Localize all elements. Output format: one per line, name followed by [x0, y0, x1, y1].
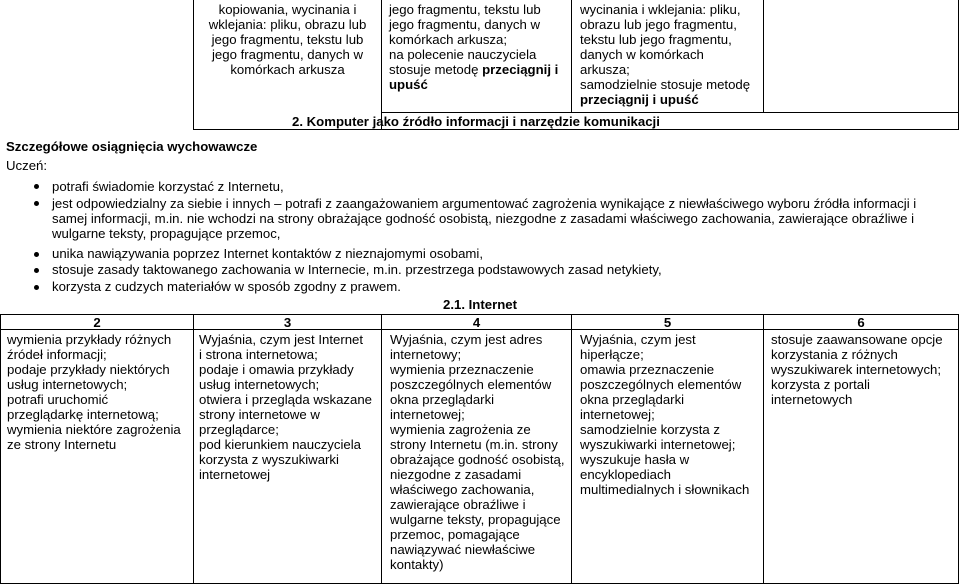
- text-line: wymienia zagrożenia ze: [390, 422, 531, 437]
- text-line: zawierające obraźliwe i: [390, 497, 526, 512]
- list-item: [52, 179, 952, 194]
- text-line: arkusza;: [580, 62, 630, 77]
- text-line: hiperłącze;: [580, 347, 644, 362]
- grade-header: 4: [472, 315, 481, 330]
- list-item: [52, 262, 952, 277]
- text-line: internetowych: [771, 392, 853, 407]
- text-line: encyklopediach: [580, 467, 671, 482]
- text-line: ze strony Internetu: [7, 437, 117, 452]
- text-line: jego fragmentu, tekstu lub: [211, 32, 364, 47]
- text-line: pod kierunkiem nauczyciela: [199, 437, 361, 452]
- text-line: wklejania: pliku, obrazu lub: [208, 17, 367, 32]
- table-border: [381, 314, 382, 584]
- text-line: poszczególnych elementów: [390, 377, 552, 392]
- text-line: obrażające godność osobistą,: [390, 452, 565, 467]
- bullet-icon: [34, 285, 39, 290]
- text-line: przeglądarce;: [199, 422, 279, 437]
- grade-cell-6: [771, 332, 957, 407]
- grade-header: 2: [93, 315, 101, 330]
- text-line: i strona internetowa;: [199, 347, 318, 362]
- text-line: wyszukiwarki internetowej;: [580, 437, 736, 452]
- grade-cell-5: [580, 332, 762, 497]
- top-cell-col-b: [389, 2, 569, 92]
- text-line: wymienia przykłady różnych: [7, 332, 172, 347]
- top-cell-col-a: [194, 2, 381, 77]
- text-line: Wyjaśnia, czym jest Internet: [199, 332, 364, 347]
- text-line: przeglądarkę internetową;: [7, 407, 159, 422]
- section-title: 2. Komputer jako źródło informacji i narzędzie komunikacji: [292, 114, 660, 129]
- text-line: potrafi świadomie korzystać z Internetu,: [52, 179, 284, 194]
- text-line: stosuje zaawansowane opcje: [771, 332, 943, 347]
- text-line: internetowej: [199, 467, 271, 482]
- text-line: samodzielnie korzysta z: [580, 422, 720, 437]
- subsection-title: 2.1. Internet: [442, 297, 518, 312]
- text-segment: stosuje metodę: [389, 62, 479, 77]
- table-border: [381, 112, 959, 113]
- text-line: wyszukuje hasła w: [580, 452, 690, 467]
- text-line: komórkach arkusza: [230, 62, 345, 77]
- text-line: Wyjaśnia, czym jest adres: [390, 332, 543, 347]
- grade-cell-2: [7, 332, 192, 452]
- text-line: obrazu lub jego fragmentu,: [580, 17, 737, 32]
- text-line: komórkach arkusza;: [389, 32, 507, 47]
- text-line: multimedialnych i słownikach: [580, 482, 750, 497]
- table-border: [958, 314, 959, 584]
- text-line: wycinania i wklejania: pliku,: [580, 2, 741, 17]
- text-line: korzysta z wyszukiwarki: [199, 452, 339, 467]
- text-line: przemoc, pomagające: [390, 527, 520, 542]
- text-line: wyszukiwarek internetowych;: [771, 362, 942, 377]
- text-line: usług internetowych;: [7, 377, 128, 392]
- text-line: korzysta z portali: [771, 377, 870, 392]
- text-line: [389, 62, 569, 77]
- text-line: unika nawiązywania poprzez Internet kontaktów z nieznajomymi osobami,: [52, 246, 484, 261]
- text-line: strony Internetu (m.in. strony: [390, 437, 558, 452]
- list-item: [52, 279, 952, 294]
- text-line: samodzielnie stosuje metodę: [580, 77, 751, 92]
- text-line: korzystania z różnych: [771, 347, 898, 362]
- text-line: usług internetowych;: [199, 377, 320, 392]
- grade-cell-3: [199, 332, 380, 482]
- table-border: [763, 0, 764, 112]
- table-border: [763, 314, 764, 584]
- text-line: kopiowania, wycinania i: [218, 2, 357, 17]
- educational-heading: Szczegółowe osiągnięcia wychowawcze: [6, 139, 258, 154]
- text-line: właściwego zachowania,: [390, 482, 535, 497]
- text-line: jego fragmentu, danych w: [389, 17, 541, 32]
- bullet-icon: [34, 201, 39, 206]
- emphasis-text: upuść: [389, 77, 428, 92]
- text-line: wymienia niektóre zagrożenia: [7, 422, 181, 437]
- text-line: internetowej;: [580, 407, 655, 422]
- text-line: kontakty): [390, 557, 444, 572]
- text-line: samej informacji, m.in. nie wchodzi na strony obrażające godność osobistą, niezgodne z zasadami właściwego zachowania, zawierające obraźliwe i: [52, 211, 915, 226]
- table-border: [193, 129, 959, 130]
- text-line: na polecenie nauczyciela: [389, 47, 537, 62]
- text-line: tekstu lub jego fragmentu,: [580, 32, 732, 47]
- text-line: internetowy;: [390, 347, 462, 362]
- table-border: [193, 314, 194, 584]
- table-border: [571, 0, 572, 112]
- bullet-icon: [34, 268, 39, 273]
- emphasis-text: przeciągnij i upuść: [580, 92, 699, 107]
- grade-header: 5: [663, 315, 672, 330]
- text-line: okna przeglądarki: [580, 392, 685, 407]
- text-line: niezgodne z zasadami: [390, 467, 522, 482]
- text-line: jest odpowiedzialny za siebie i innych – potrafi z zaangażowaniem argumentować zagrożenia wynikające z niewłaściwego wyboru źródła informacji i: [52, 196, 917, 211]
- text-line: internetowej;: [390, 407, 465, 422]
- text-line: korzysta z cudzych materiałów w sposób zgodny z prawem.: [52, 279, 401, 294]
- text-line: potrafi uruchomić: [7, 392, 109, 407]
- bullet-icon: [34, 184, 39, 189]
- text-line: okna przeglądarki: [390, 392, 495, 407]
- grade-header: 6: [857, 315, 865, 330]
- emphasis-text: przeciągnij i: [482, 62, 559, 77]
- text-line: otwiera i przegląda wskazane: [199, 392, 372, 407]
- text-line: jego fragmentu, tekstu lub: [389, 2, 541, 17]
- text-line: podaje i omawia przykłady: [199, 362, 354, 377]
- text-line: wulgarne teksty, propagujące: [390, 512, 561, 527]
- text-line: podaje przykłady niektórych: [7, 362, 170, 377]
- bullet-icon: [34, 252, 39, 257]
- text-line: Wyjaśnia, czym jest: [580, 332, 696, 347]
- top-cell-col-c: [580, 2, 760, 107]
- table-border: [0, 314, 1, 584]
- table-border: [381, 0, 382, 129]
- text-line: źródeł informacji;: [7, 347, 107, 362]
- text-line: stosuje zasady taktowanego zachowania w Internecie, m.in. przestrzega podstawowych zasad netykiety,: [52, 262, 662, 277]
- list-item: [52, 246, 952, 261]
- text-line: strony internetowe w: [199, 407, 320, 422]
- text-line: nawiązywać niewłaściwe: [390, 542, 536, 557]
- text-line: wymienia przeznaczenie: [390, 362, 534, 377]
- text-line: wulgarne teksty, propagujące przemoc,: [52, 226, 281, 241]
- grade-cell-4: [390, 332, 570, 572]
- educational-subject: Uczeń:: [6, 158, 48, 173]
- table-border: [958, 0, 959, 129]
- table-border: [571, 314, 572, 584]
- text-line: omawia przeznaczenie: [580, 362, 715, 377]
- list-item: [52, 196, 952, 241]
- text-line: jego fragmentu, danych w: [211, 47, 363, 62]
- text-line: danych w komórkach: [580, 47, 704, 62]
- text-line: poszczególnych elementów: [580, 377, 742, 392]
- grade-header: 3: [283, 315, 292, 330]
